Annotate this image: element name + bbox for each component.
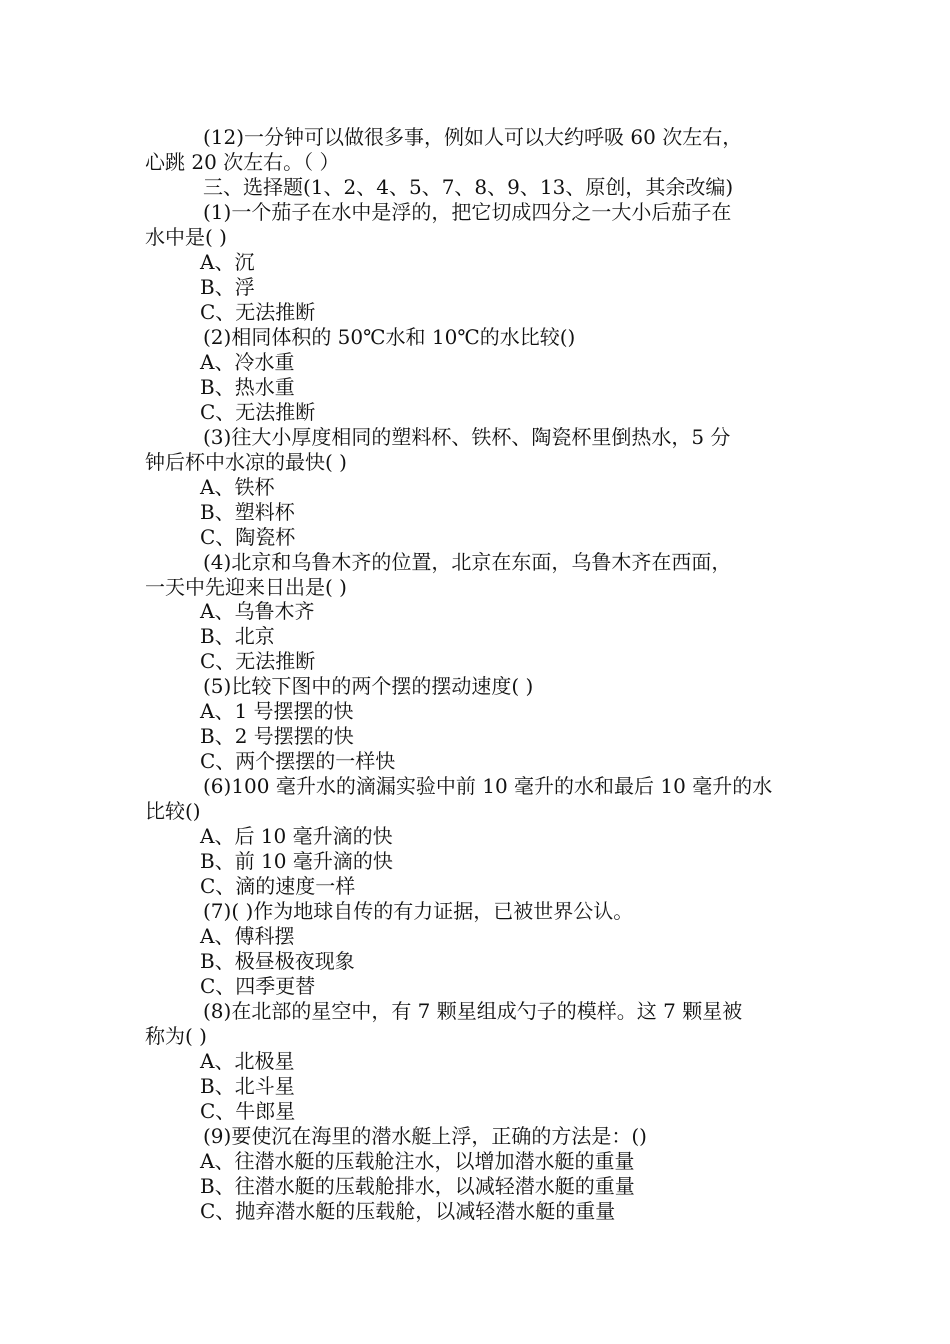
- question-text: 比较(): [145, 799, 201, 823]
- question-text: (3)往大小厚度相同的塑料杯、铁杯、陶瓷杯里倒热水，5 分: [203, 425, 731, 449]
- question-text: (8)在北部的星空中，有 7 颗星组成勺子的模样。这 7 颗星被: [203, 999, 743, 1023]
- question-text: (9)要使沉在海里的潜水艇上浮，正确的方法是：(): [203, 1124, 647, 1148]
- option-b: B、北斗星: [200, 1074, 295, 1098]
- option-a: A、后 10 毫升滴的快: [200, 824, 393, 848]
- option-c: C、牛郎星: [200, 1099, 296, 1123]
- option-a: A、沉: [200, 250, 255, 274]
- option-b: B、塑料杯: [200, 500, 295, 524]
- option-b: B、2 号摆摆的快: [200, 724, 354, 748]
- question-text: (1)一个茄子在水中是浮的，把它切成四分之一大小后茄子在: [203, 200, 732, 224]
- option-c: C、两个摆摆的一样快: [200, 749, 396, 773]
- question-text: (4)北京和乌鲁木齐的位置，北京在东面，乌鲁木齐在西面，: [203, 550, 732, 574]
- option-c: C、无法推断: [200, 300, 316, 324]
- question-text: 钟后杯中水凉的最快( ): [145, 450, 347, 474]
- option-a: A、铁杯: [200, 475, 275, 499]
- q12-line-1: (12)一分钟可以做很多事，例如人可以大约呼吸 60 次左右，: [203, 125, 743, 149]
- option-b: B、热水重: [200, 375, 295, 399]
- option-c: C、无法推断: [200, 400, 316, 424]
- question-text: 水中是( ): [145, 225, 227, 249]
- option-a: A、乌鲁木齐: [200, 599, 315, 623]
- option-a: A、傅科摆: [200, 924, 295, 948]
- option-a: A、冷水重: [200, 350, 295, 374]
- question-text: (6)100 毫升水的滴漏实验中前 10 毫升的水和最后 10 毫升的水: [203, 774, 773, 798]
- option-b: B、北京: [200, 624, 275, 648]
- q12-line-2: 心跳 20 次左右。（ ）: [145, 150, 340, 174]
- option-a: A、北极星: [200, 1049, 295, 1073]
- question-text: (2)相同体积的 50℃水和 10℃的水比较(): [203, 325, 576, 349]
- option-b: B、浮: [200, 275, 255, 299]
- question-text: 称为( ): [145, 1024, 207, 1048]
- option-a: A、往潜水艇的压载舱注水，以增加潜水艇的重量: [200, 1149, 635, 1173]
- question-text: 一天中先迎来日出是( ): [145, 575, 347, 599]
- option-c: C、陶瓷杯: [200, 525, 296, 549]
- option-b: B、前 10 毫升滴的快: [200, 849, 393, 873]
- question-text: (7)( )作为地球自传的有力证据，已被世界公认。: [203, 899, 634, 923]
- option-c: C、滴的速度一样: [200, 874, 356, 898]
- option-b: B、极昼极夜现象: [200, 949, 355, 973]
- option-c: C、四季更替: [200, 974, 316, 998]
- option-a: A、1 号摆摆的快: [200, 699, 354, 723]
- option-c: C、抛弃潜水艇的压载舱，以减轻潜水艇的重量: [200, 1199, 616, 1223]
- section-heading: 三、选择题(1、2、4、5、7、8、9、13、原创，其余改编): [203, 175, 734, 199]
- option-b: B、往潜水艇的压载舱排水，以减轻潜水艇的重量: [200, 1174, 635, 1198]
- option-c: C、无法推断: [200, 649, 316, 673]
- question-text: (5)比较下图中的两个摆的摆动速度( ): [203, 674, 534, 698]
